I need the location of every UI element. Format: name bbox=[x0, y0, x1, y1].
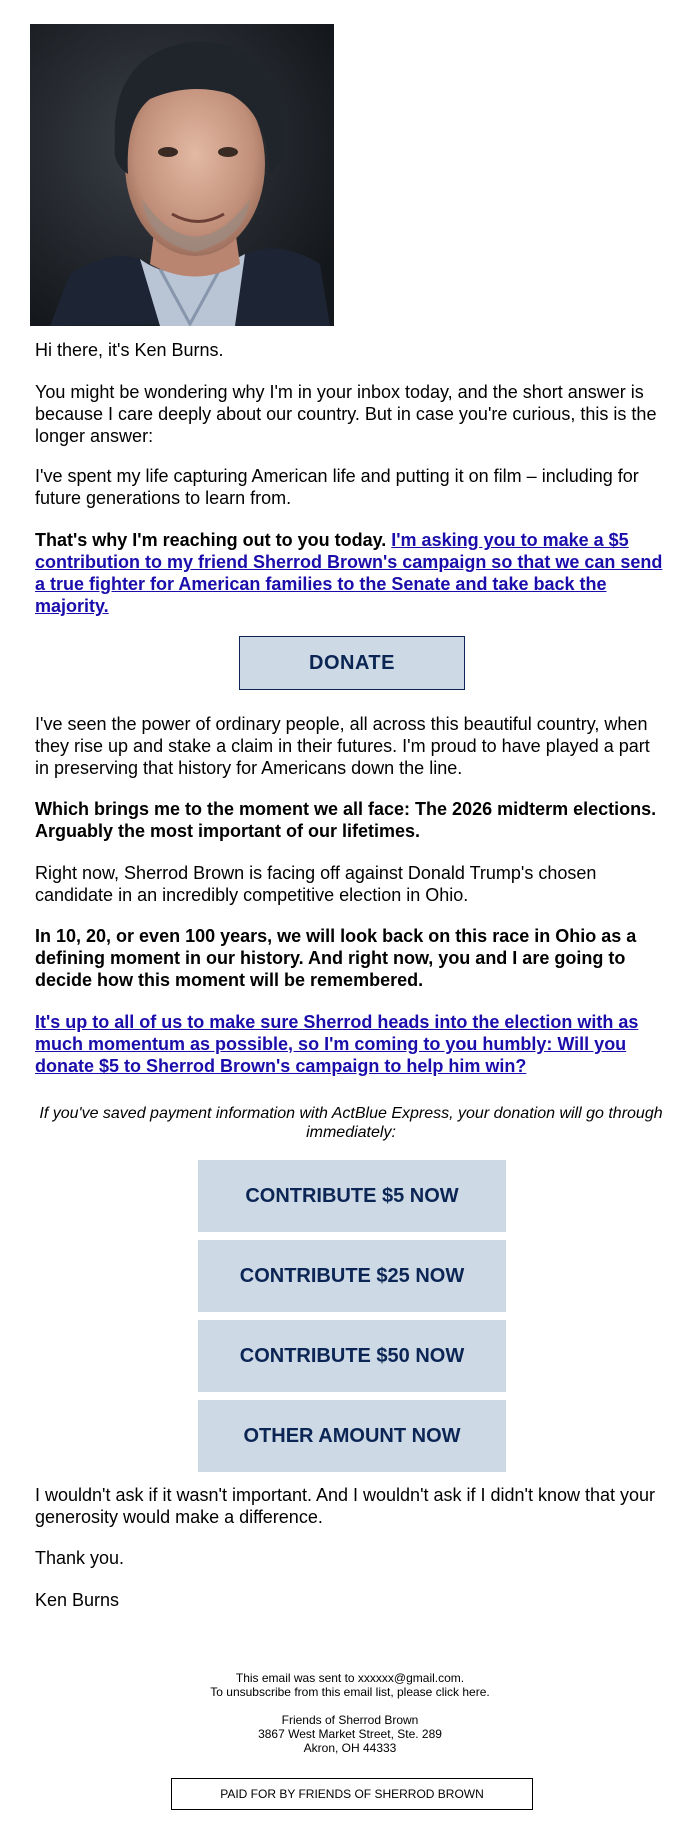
paragraph-2 bbox=[35, 465, 667, 509]
paragraph-3 bbox=[35, 529, 667, 617]
actblue-express-note: If you've saved payment information with ActBlue Express, your donation will go through immediately: bbox=[39, 1105, 663, 1141]
paragraph-1-text: You might be wondering why I'm in your inbox today, and the short answer is because I care deeply about our country. But in case you're curious, this is the longer answer: bbox=[35, 382, 657, 446]
paragraph-4 bbox=[35, 713, 667, 779]
contribution-link[interactable]: I'm asking you to make a $5 contribution to my friend Sherrod Brown's campaign so that we can send a true fighter for American families to the Senate and take back the majority. bbox=[35, 530, 663, 616]
unsubscribe-link[interactable]: To unsubscribe from this email list, please click here. bbox=[210, 1685, 490, 1699]
footer-address-1: 3867 West Market Street, Ste. 289 bbox=[258, 1727, 442, 1741]
donate-appeal-link[interactable]: It's up to all of us to make sure Sherrod heads into the election with as much momentum as possible, so I'm coming to you humbly: Will you donate $5 to Sherrod Brown's campaign to help him win? bbox=[35, 1012, 639, 1076]
paragraph-5-text: Which brings me to the moment we all face: The 2026 midterm elections. Arguably the most important of our lifetimes. bbox=[35, 799, 657, 841]
footer-address-2: Akron, OH 44333 bbox=[303, 1741, 397, 1755]
donate-button[interactable]: DONATE bbox=[239, 636, 465, 690]
contribute-5-button[interactable]: CONTRIBUTE $5 NOW bbox=[198, 1160, 506, 1232]
paragraph-4-text: I've seen the power of ordinary people, all across this beautiful country, when they rise up and stake a claim in their futures. I'm proud to have played a part in preserving that history for Americans down the line. bbox=[35, 714, 650, 778]
paragraph-9-text: I wouldn't ask if it wasn't important. And I wouldn't ask if I didn't know that your generosity would make a difference. bbox=[35, 1485, 656, 1527]
footer-unsubscribe[interactable] bbox=[0, 1685, 700, 1699]
paragraph-3-bold: That's why I'm reaching out to you today. bbox=[35, 530, 392, 550]
thanks-text: Thank you. bbox=[35, 1548, 125, 1568]
paragraph-8 bbox=[35, 1011, 667, 1077]
portrait-photo bbox=[30, 24, 334, 326]
paid-for-disclaimer: PAID FOR BY FRIENDS OF SHERROD BROWN bbox=[171, 1778, 533, 1810]
greeting-text: Hi there, it's Ken Burns. bbox=[35, 340, 224, 360]
signature-text: Ken Burns bbox=[35, 1590, 120, 1610]
contribute-50-button[interactable]: CONTRIBUTE $50 NOW bbox=[198, 1320, 506, 1392]
paragraph-7 bbox=[35, 925, 667, 991]
footer-org: Friends of Sherrod Brown bbox=[281, 1713, 419, 1727]
other-amount-button[interactable]: OTHER AMOUNT NOW bbox=[198, 1400, 506, 1472]
portrait-image bbox=[30, 24, 334, 326]
paragraph-6 bbox=[35, 862, 667, 906]
paragraph-1 bbox=[35, 381, 667, 447]
contribute-25-button[interactable]: CONTRIBUTE $25 NOW bbox=[198, 1240, 506, 1312]
paragraph-2-text: I've spent my life capturing American life and putting it on film – including for future generations to learn from. bbox=[35, 466, 639, 508]
footer-sent-to: This email was sent to xxxxxx@gmail.com. bbox=[235, 1671, 465, 1685]
greeting bbox=[35, 339, 667, 361]
paragraph-5 bbox=[35, 798, 667, 842]
paragraph-6-text: Right now, Sherrod Brown is facing off against Donald Trump's chosen candidate in an incredibly competitive election in Ohio. bbox=[35, 863, 597, 905]
paragraph-7-text: In 10, 20, or even 100 years, we will look back on this race in Ohio as a defining moment in our history. And right now, you and I are going to decide how this moment will be remembered. bbox=[35, 926, 637, 990]
paragraph-9 bbox=[35, 1484, 667, 1528]
signature bbox=[35, 1589, 667, 1611]
thanks bbox=[35, 1547, 667, 1569]
